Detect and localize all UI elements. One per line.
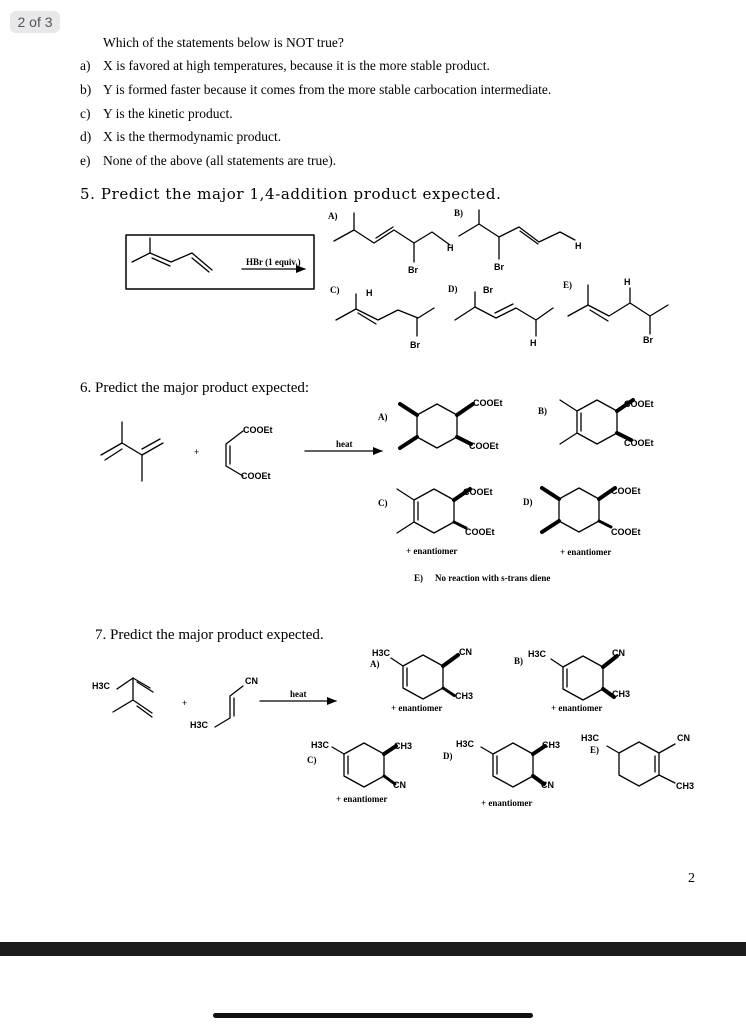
- q7-option-a-letter: A): [370, 659, 380, 669]
- atom-h: H: [530, 338, 537, 348]
- q5-option-d-letter: D): [448, 284, 458, 294]
- h3c-label: H3C: [456, 739, 475, 749]
- q7-option-c-letter: C): [307, 755, 317, 765]
- h3c-label: H3C: [581, 733, 600, 743]
- q5-product-c: [336, 294, 434, 336]
- q6-enantiomer-note: + enantiomer: [560, 547, 612, 557]
- q7-reagent-label: heat: [290, 689, 307, 699]
- ch3-label: CH3: [676, 781, 695, 791]
- cooet-label: COOEt: [463, 487, 493, 497]
- cooet-label: COOEt: [473, 398, 503, 408]
- page-number: 2: [688, 871, 695, 886]
- question-4-stem: Which of the statements below is NOT true?: [103, 35, 344, 50]
- q5-product-d: [455, 292, 553, 336]
- q6-diene: [101, 422, 163, 481]
- page-indicator: 2 of 3: [10, 11, 60, 33]
- atom-br: Br: [494, 262, 505, 272]
- cn-label: CN: [459, 647, 472, 657]
- home-indicator[interactable]: [213, 1013, 533, 1018]
- q5-product-b: [459, 210, 575, 259]
- q7-plus-sign: +: [182, 698, 188, 708]
- h3c-label: H3C: [372, 648, 391, 658]
- atom-br: Br: [408, 265, 419, 275]
- atom-h: H: [624, 277, 631, 287]
- cooet-label: COOEt: [243, 425, 273, 435]
- q6-product-c: [397, 489, 470, 533]
- h3c-label: H3C: [311, 740, 330, 750]
- cn-label: CN: [677, 733, 690, 743]
- q6-product-b: [560, 400, 633, 444]
- option-text: Y is formed faster because it comes from the more stable carbocation intermediate.: [103, 82, 552, 97]
- ch3-label: CH3: [394, 741, 413, 751]
- page-separator-bar: [0, 942, 746, 956]
- q7-product-b: [551, 656, 617, 700]
- cooet-label: COOEt: [469, 441, 499, 451]
- question-6-heading: 6. Predict the major product expected:: [80, 380, 310, 396]
- question-7-heading: 7. Predict the major product expected.: [95, 627, 324, 643]
- ch3-label: CH3: [455, 691, 474, 701]
- cn-label: CN: [541, 780, 554, 790]
- cooet-label: COOEt: [611, 486, 641, 496]
- q5-reagent-label: HBr (1 equiv.): [246, 257, 301, 267]
- atom-br: Br: [483, 285, 494, 295]
- q7-enantiomer-note: + enantiomer: [481, 798, 533, 808]
- q7-option-e-letter: E): [590, 745, 599, 755]
- q5-option-c-letter: C): [330, 285, 340, 295]
- option-letter: a): [80, 58, 91, 73]
- q6-reagent-label: heat: [336, 439, 353, 449]
- q6-option-c-letter: C): [378, 498, 388, 508]
- cooet-label: COOEt: [624, 399, 654, 409]
- q6-product-d: [542, 488, 615, 532]
- q5-option-a-letter: A): [328, 211, 338, 221]
- q7-option-b-letter: B): [514, 656, 523, 666]
- cooet-label: COOEt: [624, 438, 654, 448]
- q7-product-d: [481, 743, 545, 787]
- q7-product-e: [607, 742, 675, 786]
- cn-label: CN: [245, 676, 258, 686]
- atom-h: H: [366, 288, 373, 298]
- q6-dienophile: [226, 431, 243, 476]
- cn-label: CN: [393, 780, 406, 790]
- q5-option-b-letter: B): [454, 208, 463, 218]
- q5-option-e-letter: E): [563, 280, 572, 290]
- atom-h: H: [575, 241, 582, 251]
- option-text: Y is the kinetic product.: [103, 106, 233, 121]
- h3c-label: H3C: [190, 720, 209, 730]
- q7-diene: [113, 678, 153, 717]
- ch3-label: CH3: [542, 740, 561, 750]
- q7-dienophile: [215, 686, 243, 727]
- option-text: X is favored at high temperatures, because it is the more stable product.: [103, 58, 490, 73]
- cooet-label: COOEt: [241, 471, 271, 481]
- cn-label: CN: [612, 648, 625, 658]
- h3c-label: H3C: [92, 681, 111, 691]
- question-5-heading: 5. Predict the major 1,4-addition product expected.: [80, 185, 502, 203]
- q6-option-a-letter: A): [378, 412, 388, 422]
- q6-option-e-letter: E): [414, 573, 423, 583]
- atom-h: H: [447, 243, 454, 253]
- option-letter: d): [80, 129, 92, 144]
- h3c-label: H3C: [528, 649, 547, 659]
- q7-enantiomer-note: + enantiomer: [551, 703, 603, 713]
- option-text: X is the thermodynamic product.: [103, 129, 282, 144]
- option-letter: b): [80, 82, 92, 97]
- ch3-label: CH3: [612, 689, 631, 699]
- q6-option-e-text: No reaction with s-trans diene: [435, 573, 551, 583]
- q7-enantiomer-note: + enantiomer: [391, 703, 443, 713]
- cooet-label: COOEt: [465, 527, 495, 537]
- q7-enantiomer-note: + enantiomer: [336, 794, 388, 804]
- q6-enantiomer-note: + enantiomer: [406, 546, 458, 556]
- atom-br: Br: [643, 335, 654, 345]
- cooet-label: COOEt: [611, 527, 641, 537]
- q5-starting-diene: [132, 238, 212, 272]
- q6-product-a: [400, 404, 473, 448]
- option-letter: e): [80, 153, 91, 168]
- q5-product-a: [334, 213, 450, 262]
- atom-br: Br: [410, 340, 421, 350]
- q6-option-d-letter: D): [523, 497, 533, 507]
- q7-product-c: [332, 743, 396, 787]
- q7-option-d-letter: D): [443, 751, 453, 761]
- q6-option-b-letter: B): [538, 406, 547, 416]
- q6-plus-sign: +: [194, 447, 200, 457]
- option-letter: c): [80, 106, 91, 121]
- option-text: None of the above (all statements are true).: [103, 153, 337, 168]
- q7-product-a: [391, 655, 458, 699]
- q5-product-e: [568, 285, 668, 334]
